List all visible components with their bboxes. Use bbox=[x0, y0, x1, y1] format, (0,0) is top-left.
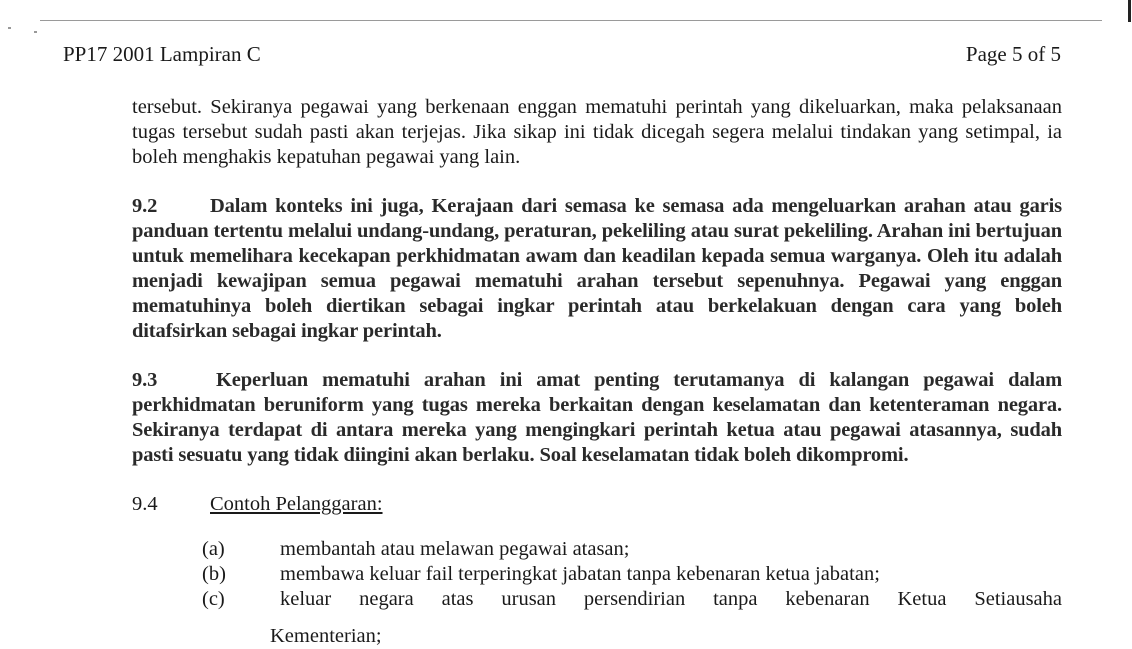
page-header bbox=[63, 42, 1061, 72]
list-item-text: membawa keluar fail terperingkat jabatan tanpa kebenaran ketua jabatan; bbox=[280, 563, 880, 585]
paragraph-9-2 bbox=[132, 194, 1062, 344]
list-item-text: keluar negara atas urusan persendirian tanpa kebenaran Ketua Setiausaha bbox=[280, 588, 1062, 610]
page-number: Page 5 of 5 bbox=[965, 42, 1061, 66]
section-9-4-heading bbox=[132, 492, 1062, 517]
section-number: 9.2 bbox=[132, 195, 158, 217]
section-title: Contoh Pelanggaran: bbox=[210, 493, 383, 515]
document-body bbox=[132, 95, 1062, 612]
list-item bbox=[202, 562, 1062, 587]
section-number: 9.4 bbox=[132, 493, 158, 515]
list-item-continuation-cut-off: Kementerian; bbox=[270, 625, 382, 647]
list-item bbox=[202, 587, 1062, 612]
list-item bbox=[202, 537, 1062, 562]
list-item-text: membantah atau melawan pegawai atasan; bbox=[280, 538, 630, 560]
violation-examples-list bbox=[132, 537, 1062, 612]
section-number: 9.3 bbox=[132, 369, 158, 391]
paragraph-9-3 bbox=[132, 368, 1062, 468]
list-marker: (a) bbox=[202, 538, 225, 560]
paragraph-text: Keperluan mematuhi arahan ini amat penting terutamanya di kalangan pegawai dalam perkhidmatan beruniform yang tugas mereka berkaitan dengan keselamatan dan ketenteraman negara. Sekiranya terdapat di antara mereka yang mengingkari perintah ketua atau pegawai atasannya, sudah pasti sesuatu yang tidak diingini akan berlaku. Soal keselamatan tidak boleh dikompromi. bbox=[132, 369, 1062, 466]
paragraph-continuation: tersebut. Sekiranya pegawai yang berkenaan enggan mematuhi perintah yang dikeluarkan, maka pelaksanaan tugas tersebut sudah pasti akan terjejas. Jika sikap ini tidak dicegah segera melalui tindakan yang setimpal, ia boleh menghakis kepatuhan pegawai yang lain. bbox=[132, 96, 1062, 168]
list-marker: (c) bbox=[202, 588, 225, 610]
scan-top-line bbox=[40, 20, 1102, 21]
list-marker: (b) bbox=[202, 563, 226, 585]
document-reference: PP17 2001 Lampiran C bbox=[63, 42, 261, 66]
scan-edge-mark bbox=[1128, 0, 1131, 22]
paragraph-text: Dalam konteks ini juga, Kerajaan dari semasa ke semasa ada mengeluarkan arahan atau garis panduan tertentu melalui undang-undang, peraturan, pekeliling atau surat pekeliling. Arahan ini bertujuan untuk memelihara kecekapan perkhidmatan awam dan keadilan kepada semua warganya. Oleh itu adalah menjadi kewajipan semua pegawai mematuhi arahan tersebut sepenuhnya. Pegawai yang enggan mematuhinya boleh diertikan sebagai ingkar perintah atau berkelakuan dengan cara yang boleh ditafsirkan sebagai ingkar perintah. bbox=[132, 195, 1062, 342]
scan-speck bbox=[34, 31, 37, 33]
scan-speck bbox=[8, 27, 11, 29]
